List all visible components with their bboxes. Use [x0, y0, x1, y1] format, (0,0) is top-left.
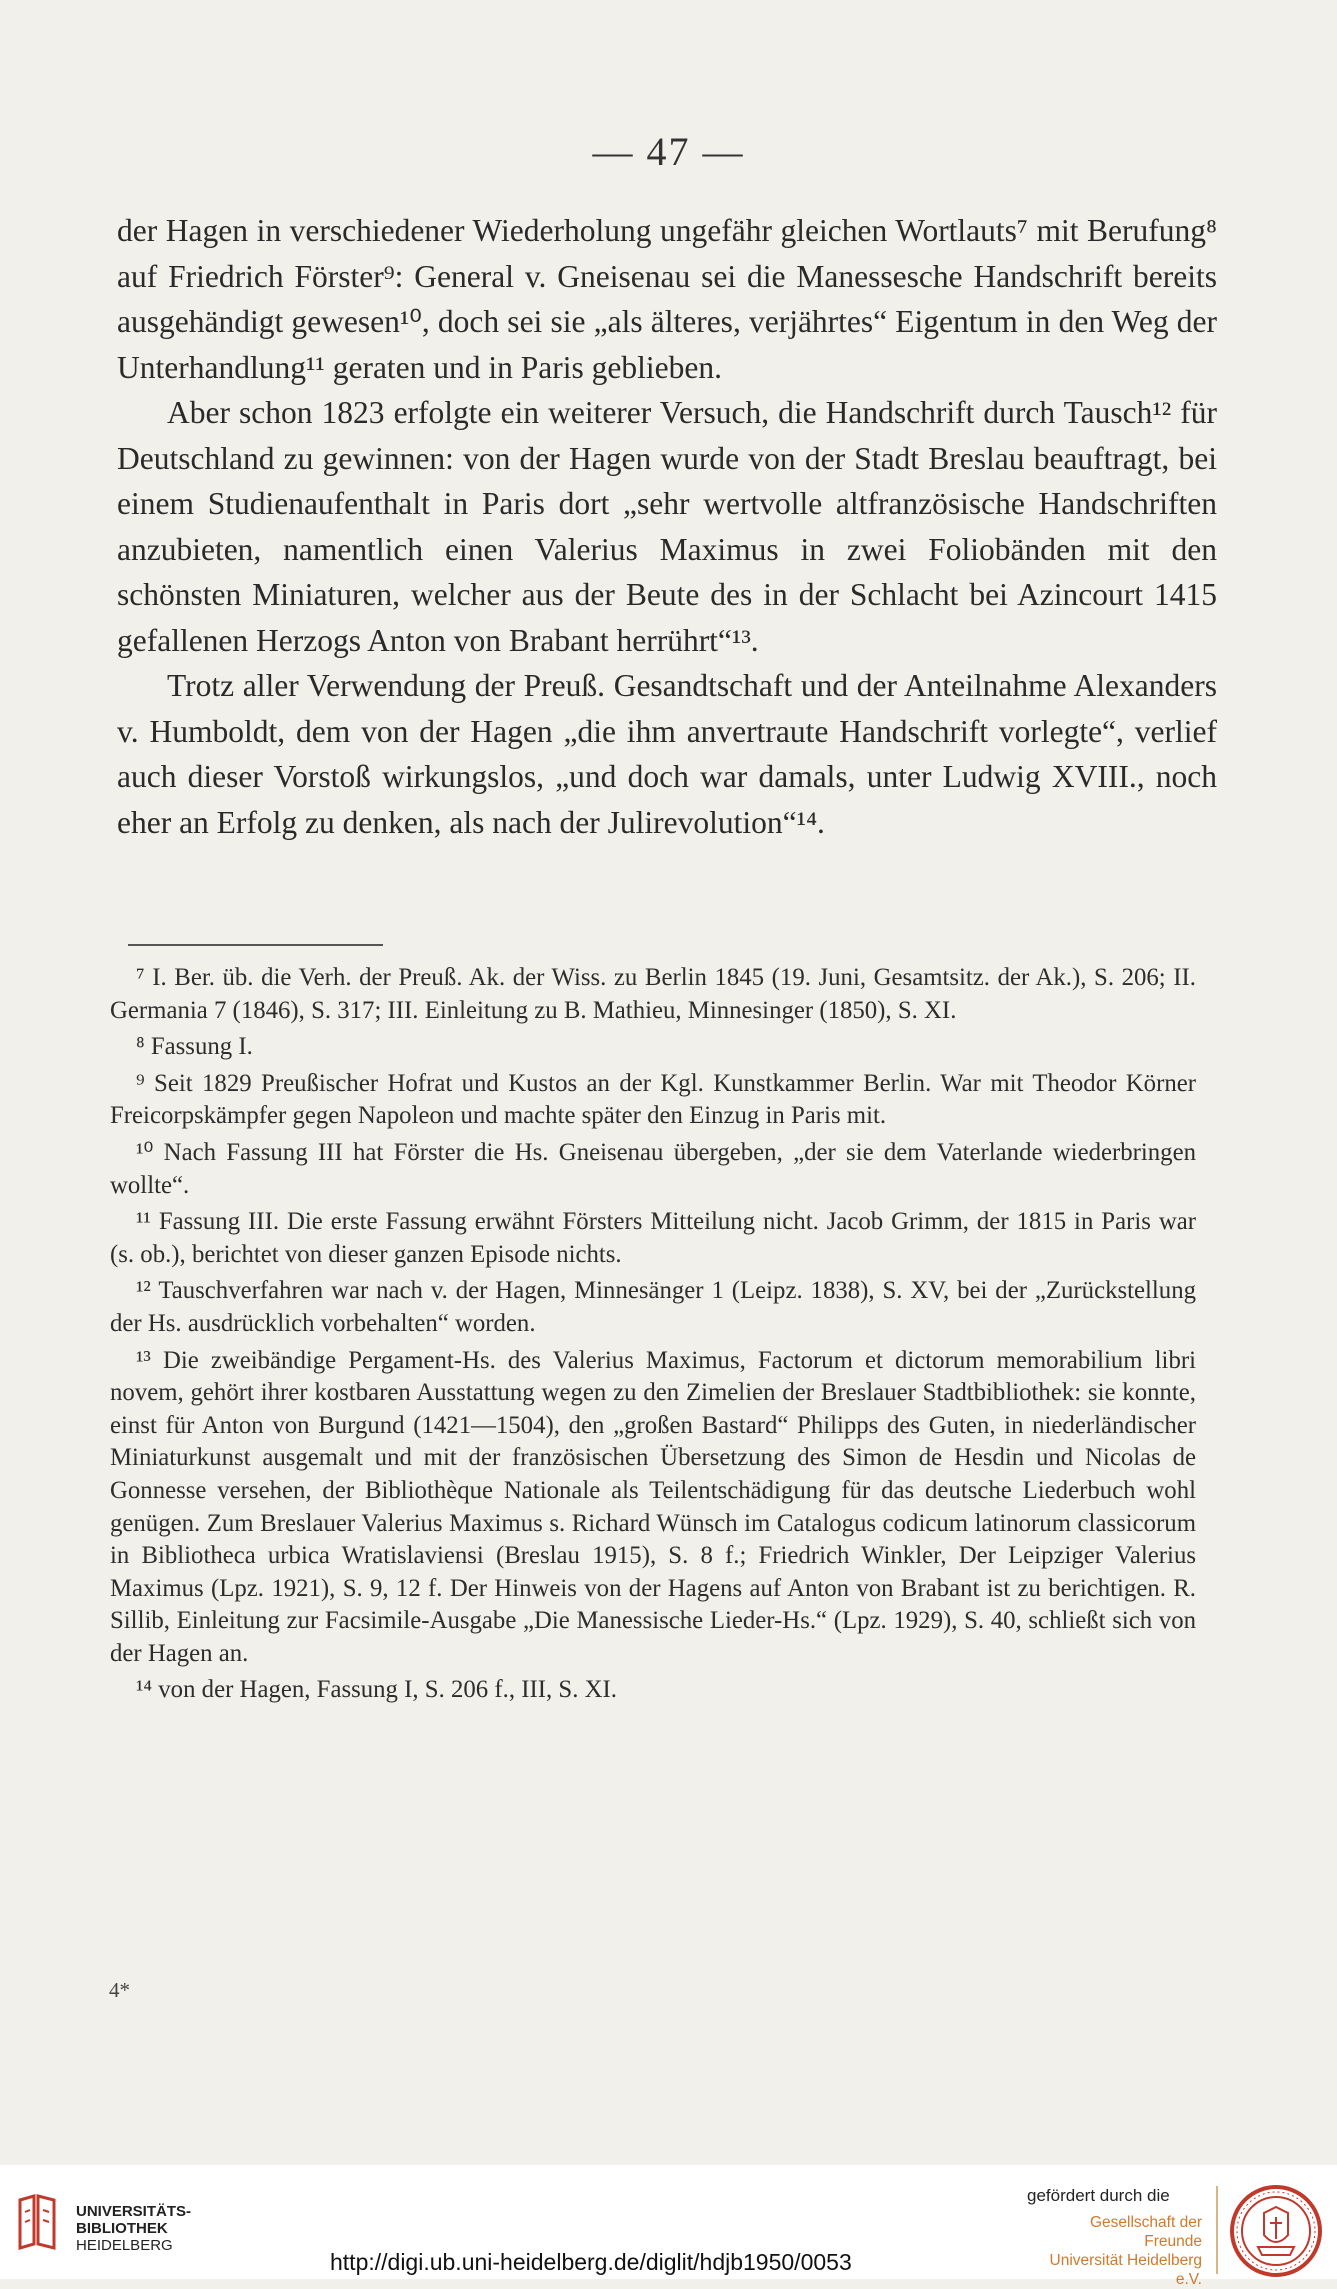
library-name[interactable]: [76, 2203, 191, 2254]
sponsor-name[interactable]: [1040, 2213, 1202, 2289]
footnote: ¹³ Die zweibändige Pergament-Hs. des Valerius Maximus, Factorum et dictorum memorabilium libri novem, gehört ihrer kostbaren Ausstattung wegen zu den Zimelien der Breslauer Stadtbibliothek: sie konnte, einst für Anton von Burgund (1421—1504), den „großen Bastard“ Philipps des Guten, in niederländischer Miniaturkunst ausgemalt und mit der französischen Übersetzung des Simon de Hesdin und Nicolas de Gonnesse versehen, der Bibliothèque Nationale als Teilentschädigung für das deutsche Liederbuch wohl genügen. Zum Breslauer Valerius Maximus s. Richard Wünsch im Catalogus codicum latinorum classicorum in Bibliotheca urbica Wratislaviensi (Breslau 1915), S. 8 f.; Friedrich Winkler, Der Leipziger Valerius Maximus (Lpz. 1921), S. 9, 12 f. Der Hinweis von der Hagens auf Anton von Brabant ist zu berichtigen. R. Sillib, Einleitung zur Facsimile-Ausgabe „Die Manessische Lieder-Hs.“ (Lpz. 1929), S. 40, schließt sich von der Hagen an.: [110, 1346, 1196, 1667]
footnotes: [110, 962, 1196, 1707]
footnote: ¹¹ Fassung III. Die erste Fassung erwähnt Försters Mitteilung nicht. Jacob Grimm, der 1815 in Paris war (s. ob.), berichtet von dieser ganzen Episode nichts.: [110, 1208, 1196, 1268]
body-text: [117, 208, 1217, 845]
library-logo-icon[interactable]: [14, 2192, 64, 2250]
footnote: ⁹ Seit 1829 Preußischer Hofrat und Kustos an der Kgl. Kunstkammer Berlin. War mit Theodor Körner Freicorpskämpfer gegen Napoleon und machte später den Einzug in Paris mit.: [110, 1069, 1196, 1130]
footnote: ⁷ I. Ber. üb. die Verh. der Preuß. Ak. der Wiss. zu Berlin 1845 (19. Juni, Gesamtsitz. der Ak.), S. 206; II. Germania 7 (1846), S. 317; III. Einleitung zu B. Mathieu, Minnesinger (1850), S. XI.: [110, 964, 1196, 1024]
paragraph: Aber schon 1823 erfolgte ein weiterer Versuch, die Handschrift durch Tausch¹² für Deutschland zu gewinnen: von der Hagen wurde von der Stadt Breslau beauftragt, bei einem Studienaufenthalt in Paris dort „sehr wertvolle altfranzösische Handschriften anzubieten, namentlich einen Valerius Maximus in zwei Foliobänden mit den schönsten Miniaturen, welcher aus der Beute des in der Schlacht bei Azincourt 1415 gefallenen Herzogs Anton von Brabant herrührt“¹³.: [117, 395, 1217, 658]
library-name-line: UNIVERSITÄTS-: [76, 2203, 192, 2220]
university-seal-icon: [1228, 2183, 1324, 2279]
footnote: ¹⁴ von der Hagen, Fassung I, S. 206 f., III, S. XI.: [136, 1676, 617, 1704]
sponsor-name-line: Universität Heidelberg e.V.: [1049, 2252, 1202, 2288]
library-name-line: BIBLIOTHEK: [76, 2220, 168, 2237]
library-name-line: HEIDELBERG: [76, 2237, 173, 2254]
sponsor-caption: gefördert durch die: [1027, 2186, 1170, 2205]
footer-divider: [1216, 2186, 1218, 2274]
footnote: ¹⁰ Nach Fassung III hat Förster die Hs. Gneisenau übergeben, „der sie dem Vaterlande wiederbringen wollte“.: [110, 1138, 1196, 1199]
sponsor-name-line: Gesellschaft der Freunde: [1090, 2214, 1202, 2250]
footnote-rule: [128, 944, 383, 946]
signature-mark: 4*: [109, 1978, 130, 2002]
permalink[interactable]: http://digi.ub.uni-heidelberg.de/diglit/hdjb1950/0053: [330, 2249, 852, 2275]
page-number: — 47 —: [592, 129, 745, 174]
paragraph: Trotz aller Verwendung der Preuß. Gesandtschaft und der Anteilnahme Alexanders v. Humboldt, dem von der Hagen „die ihm anvertraute Handschrift vorlegte“, verlief auch dieser Vorstoß wirkungslos, „und doch war damals, unter Ludwig XVIII., noch eher an Erfolg zu denken, als nach der Julirevolution“¹⁴.: [117, 668, 1217, 840]
paragraph: der Hagen in verschiedener Wiederholung ungefähr gleichen Wortlauts⁷ mit Berufung⁸ auf Friedrich Förster⁹: General v. Gneisenau sei die Manessesche Handschrift bereits ausgehändigt gewesen¹⁰, doch sei sie „als älteres, verjährtes“ Eigentum in den Weg der Unterhandlung¹¹ geraten und in Paris geblieben.: [117, 213, 1217, 385]
footnote: ¹² Tauschverfahren war nach v. der Hagen, Minnesänger 1 (Leipz. 1838), S. XV, bei der „Zurückstellung der Hs. ausdrücklich vorbehalten“ worden.: [110, 1277, 1196, 1337]
footnote: ⁸ Fassung I.: [136, 1033, 253, 1061]
